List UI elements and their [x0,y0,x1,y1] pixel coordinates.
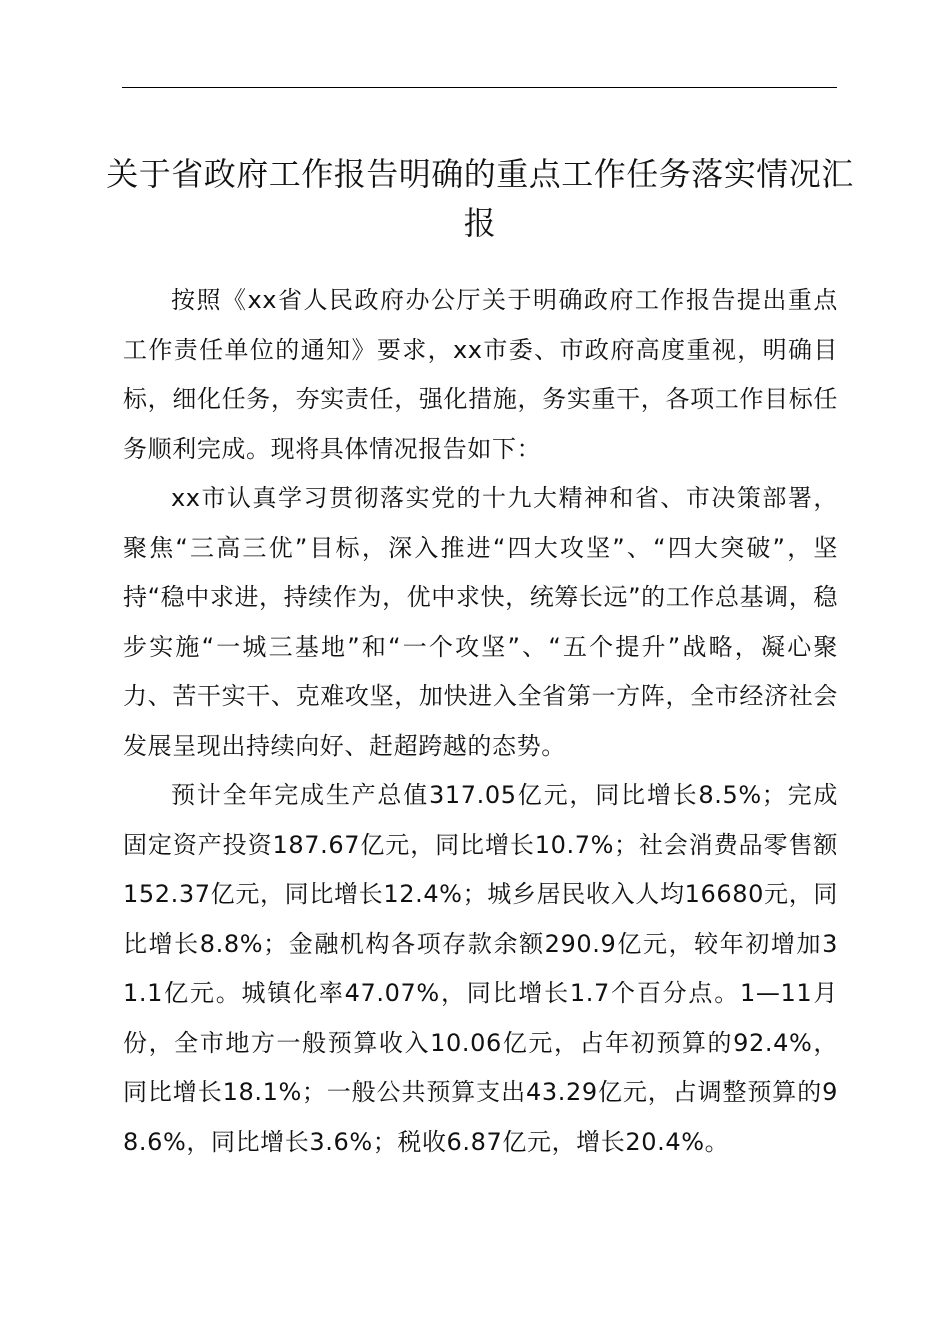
header-rule [122,87,837,88]
paragraph-overview: xx市认真学习贯彻落实党的十九大精神和省、市决策部署，聚焦“三高三优”目标，深入推进“四大攻坚”、“四大突破”，坚持“稳中求进，持续作为，优中求快，统筹长远”的工作总基调，稳步实施“一城三基地”和“一个攻坚”、“五个提升”战略，凝心聚力、苦干实干、克难攻坚，加快进入全省第一方阵，全市经济社会发展呈现出持续向好、赶超跨越的态势。 [123,484,838,760]
document-body [123,276,838,1167]
paragraph-intro: 按照《xx省人民政府办公厅关于明确政府工作报告提出重点工作责任单位的通知》要求，xx市委、市政府高度重视，明确目标，细化任务，夯实责任，强化措施，务实重干，各项工作目标任务顺利完成。现将具体情况报告如下： [123,286,838,463]
paragraph-statistics: 预计全年完成生产总值317.05亿元，同比增长8.5%；完成固定资产投资187.67亿元，同比增长10.7%；社会消费品零售额152.37亿元，同比增长12.4%；城乡居民收入人均16680元，同比增长8.8%；金融机构各项存款余额290.9亿元，较年初增加31.1亿元。城镇化率47.07%，同比增长1.7个百分点。1—11月份，全市地方一般预算收入10.06亿元，占年初预算的92.4%，同比增长18.1%；一般公共预算支出43.29亿元，占调整预算的98.6%，同比增长3.6%；税收6.87亿元，增长20.4%。 [123,781,838,1156]
document-title: 关于省政府工作报告明确的重点工作任务落实情况汇报 [106,155,854,242]
